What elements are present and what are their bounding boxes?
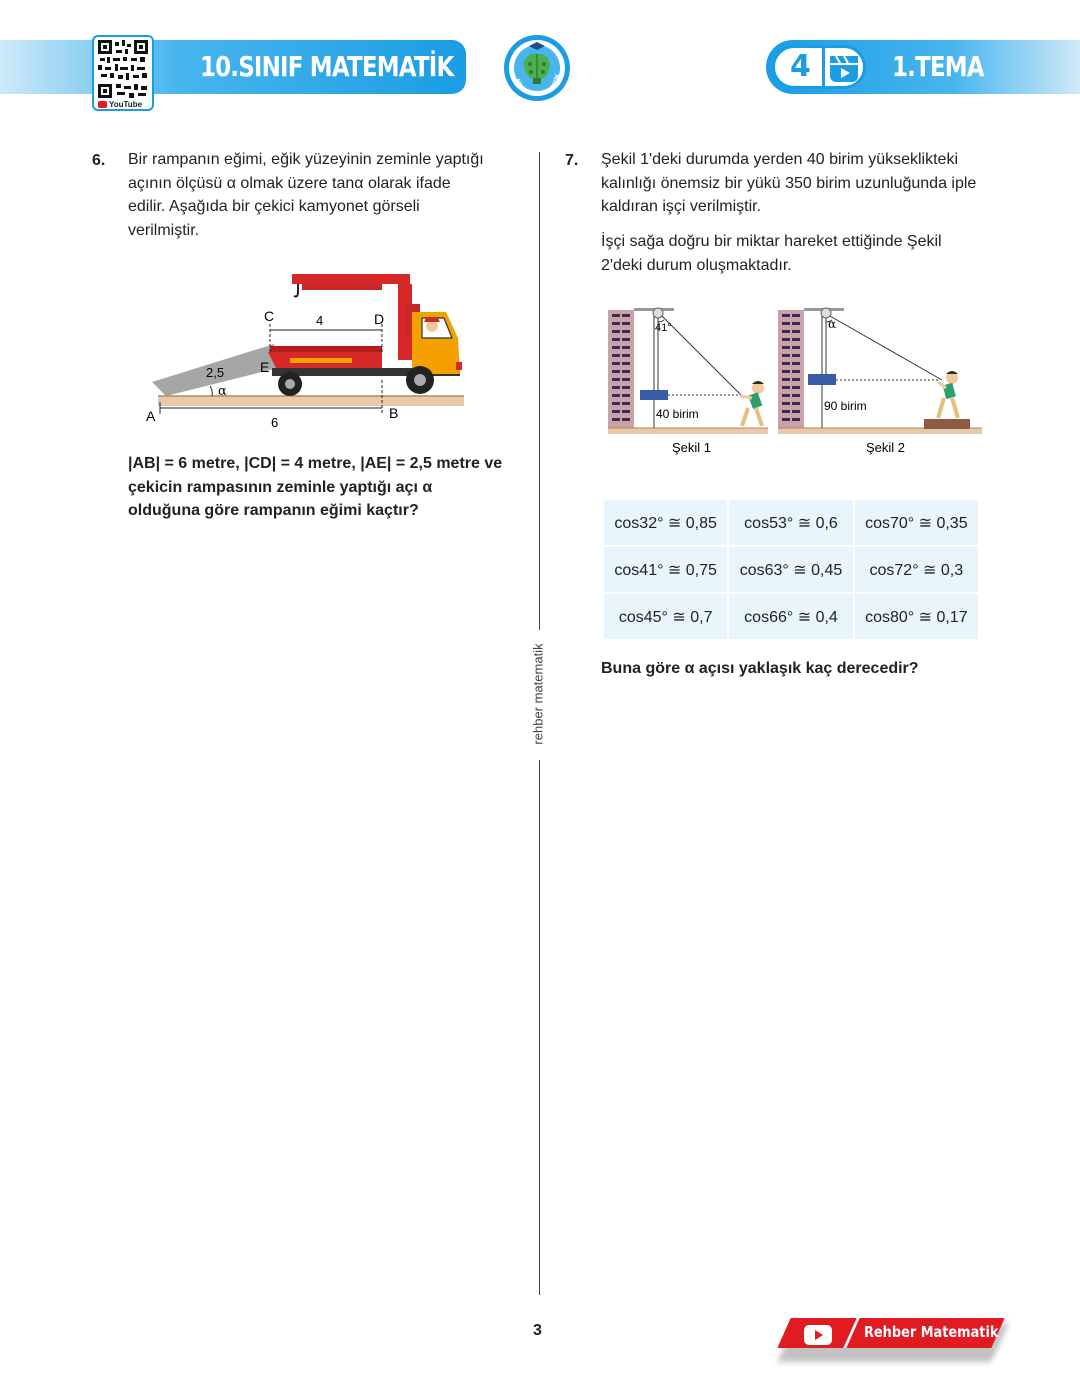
table-cell: cos72° ≅ 0,3 [855,547,978,592]
figure-2 [774,300,984,462]
table-row [604,547,978,592]
label-b: B [389,405,399,421]
table-row [604,500,978,545]
theme-label: 1.TEMA [892,50,984,83]
figure-1-angle: 41° [655,322,672,334]
question-7-line: İşçi sağa doğru bir miktar hareket ettiğinde Şekil [601,233,942,250]
unit-number: 4 [790,49,811,84]
table-cell: cos80° ≅ 0,17 [855,594,978,639]
label-alpha: α [218,384,227,399]
qr-code[interactable] [92,35,154,111]
question-6-prompt-line: |AB| = 6 metre, |CD| = 4 metre, |AE| = 2,5 metre ve [128,455,503,472]
question-7-line: 2'deki durum oluşmaktadır. [601,256,792,274]
page-number: 3 [533,1322,542,1339]
question-7-line: kaldıran işçi verilmiştir. [601,198,762,215]
table-cell: cos45° ≅ 0,7 [604,594,727,639]
table-cell: cos41° ≅ 0,75 [604,547,727,592]
question-7-line: kalınlığı önemsiz bir yükü 350 birim uzunluğunda iple [601,174,977,192]
load-box [808,374,836,385]
unit-separator [822,48,825,86]
label-cd-length: 4 [316,313,324,328]
figure-1-caption: Şekil 1 [672,440,712,455]
question-6-line: açının ölçüsü α olmak üzere tanα olarak ifade [128,174,451,192]
figure-1 [604,300,774,462]
tow-truck-figure [140,262,480,432]
question-6-prompt-line: çekicin rampasının zeminle yaptığı açı α [128,478,433,496]
youtube-icon[interactable] [804,1325,832,1345]
label-ae-length: 2,5 [206,365,225,380]
table-row [604,594,978,639]
table-cell: cos32° ≅ 0,85 [604,500,727,545]
video-play-icon[interactable] [828,52,860,84]
book-title: 10.SINIF MATEMATİK [200,50,454,83]
label-e: E [260,359,270,375]
table-cell: cos53° ≅ 0,6 [729,500,852,545]
label-ab-length: 6 [271,415,279,430]
youtube-icon [98,101,107,108]
question-6-intro [128,148,528,242]
load-box [640,390,668,400]
youtube-label: YouTube [109,100,143,109]
question-7-intro-2 [601,230,1011,277]
question-6-line: verilmiştir. [128,221,200,239]
rehber-matematik-logo [503,34,571,102]
figure-2-height: 90 birim [824,399,867,413]
figure-1-height: 40 birim [656,407,699,421]
building [608,310,634,430]
figure-2-angle: α [828,317,837,331]
label-d: D [374,311,385,327]
question-7-line: Şekil 1'deki durumda yerden 40 birim yükseklikteki [601,151,958,168]
cosine-table [602,498,980,641]
label-c: C [264,308,275,324]
youtube-badge [98,100,142,109]
question-7-prompt: Buna göre α açısı yaklaşık kaç derecedir? [601,660,919,677]
column-divider-label: rehber matematik [530,643,546,745]
question-6-prompt [128,452,528,523]
platform [924,419,970,429]
ground [158,396,464,406]
question-6-line: Bir rampanın eğimi, eğik yüzeyinin zeminle yaptığı [128,151,484,168]
table-cell: cos70° ≅ 0,35 [855,500,978,545]
question-6-line: edilir. Aşağıda bir çekici kamyonet görseli [128,198,420,215]
label-a: A [146,408,156,424]
table-cell: cos66° ≅ 0,4 [729,594,852,639]
question-6-number: 6. [92,152,106,169]
figure-2-caption: Şekil 2 [866,440,906,455]
question-7-intro [601,148,1011,219]
qr-pattern-icon [98,40,148,98]
logo-text: REHBER MATEMATİK [513,73,562,99]
table-cell: cos63° ≅ 0,45 [729,547,852,592]
column-divider-bottom [539,760,540,1295]
building [778,310,804,430]
footer-brand: Rehber Matematik [864,1323,999,1341]
column-divider-top [539,152,540,630]
question-7-number: 7. [565,152,579,169]
question-6-prompt-line: olduğuna göre rampanın eğimi kaçtır? [128,502,419,519]
